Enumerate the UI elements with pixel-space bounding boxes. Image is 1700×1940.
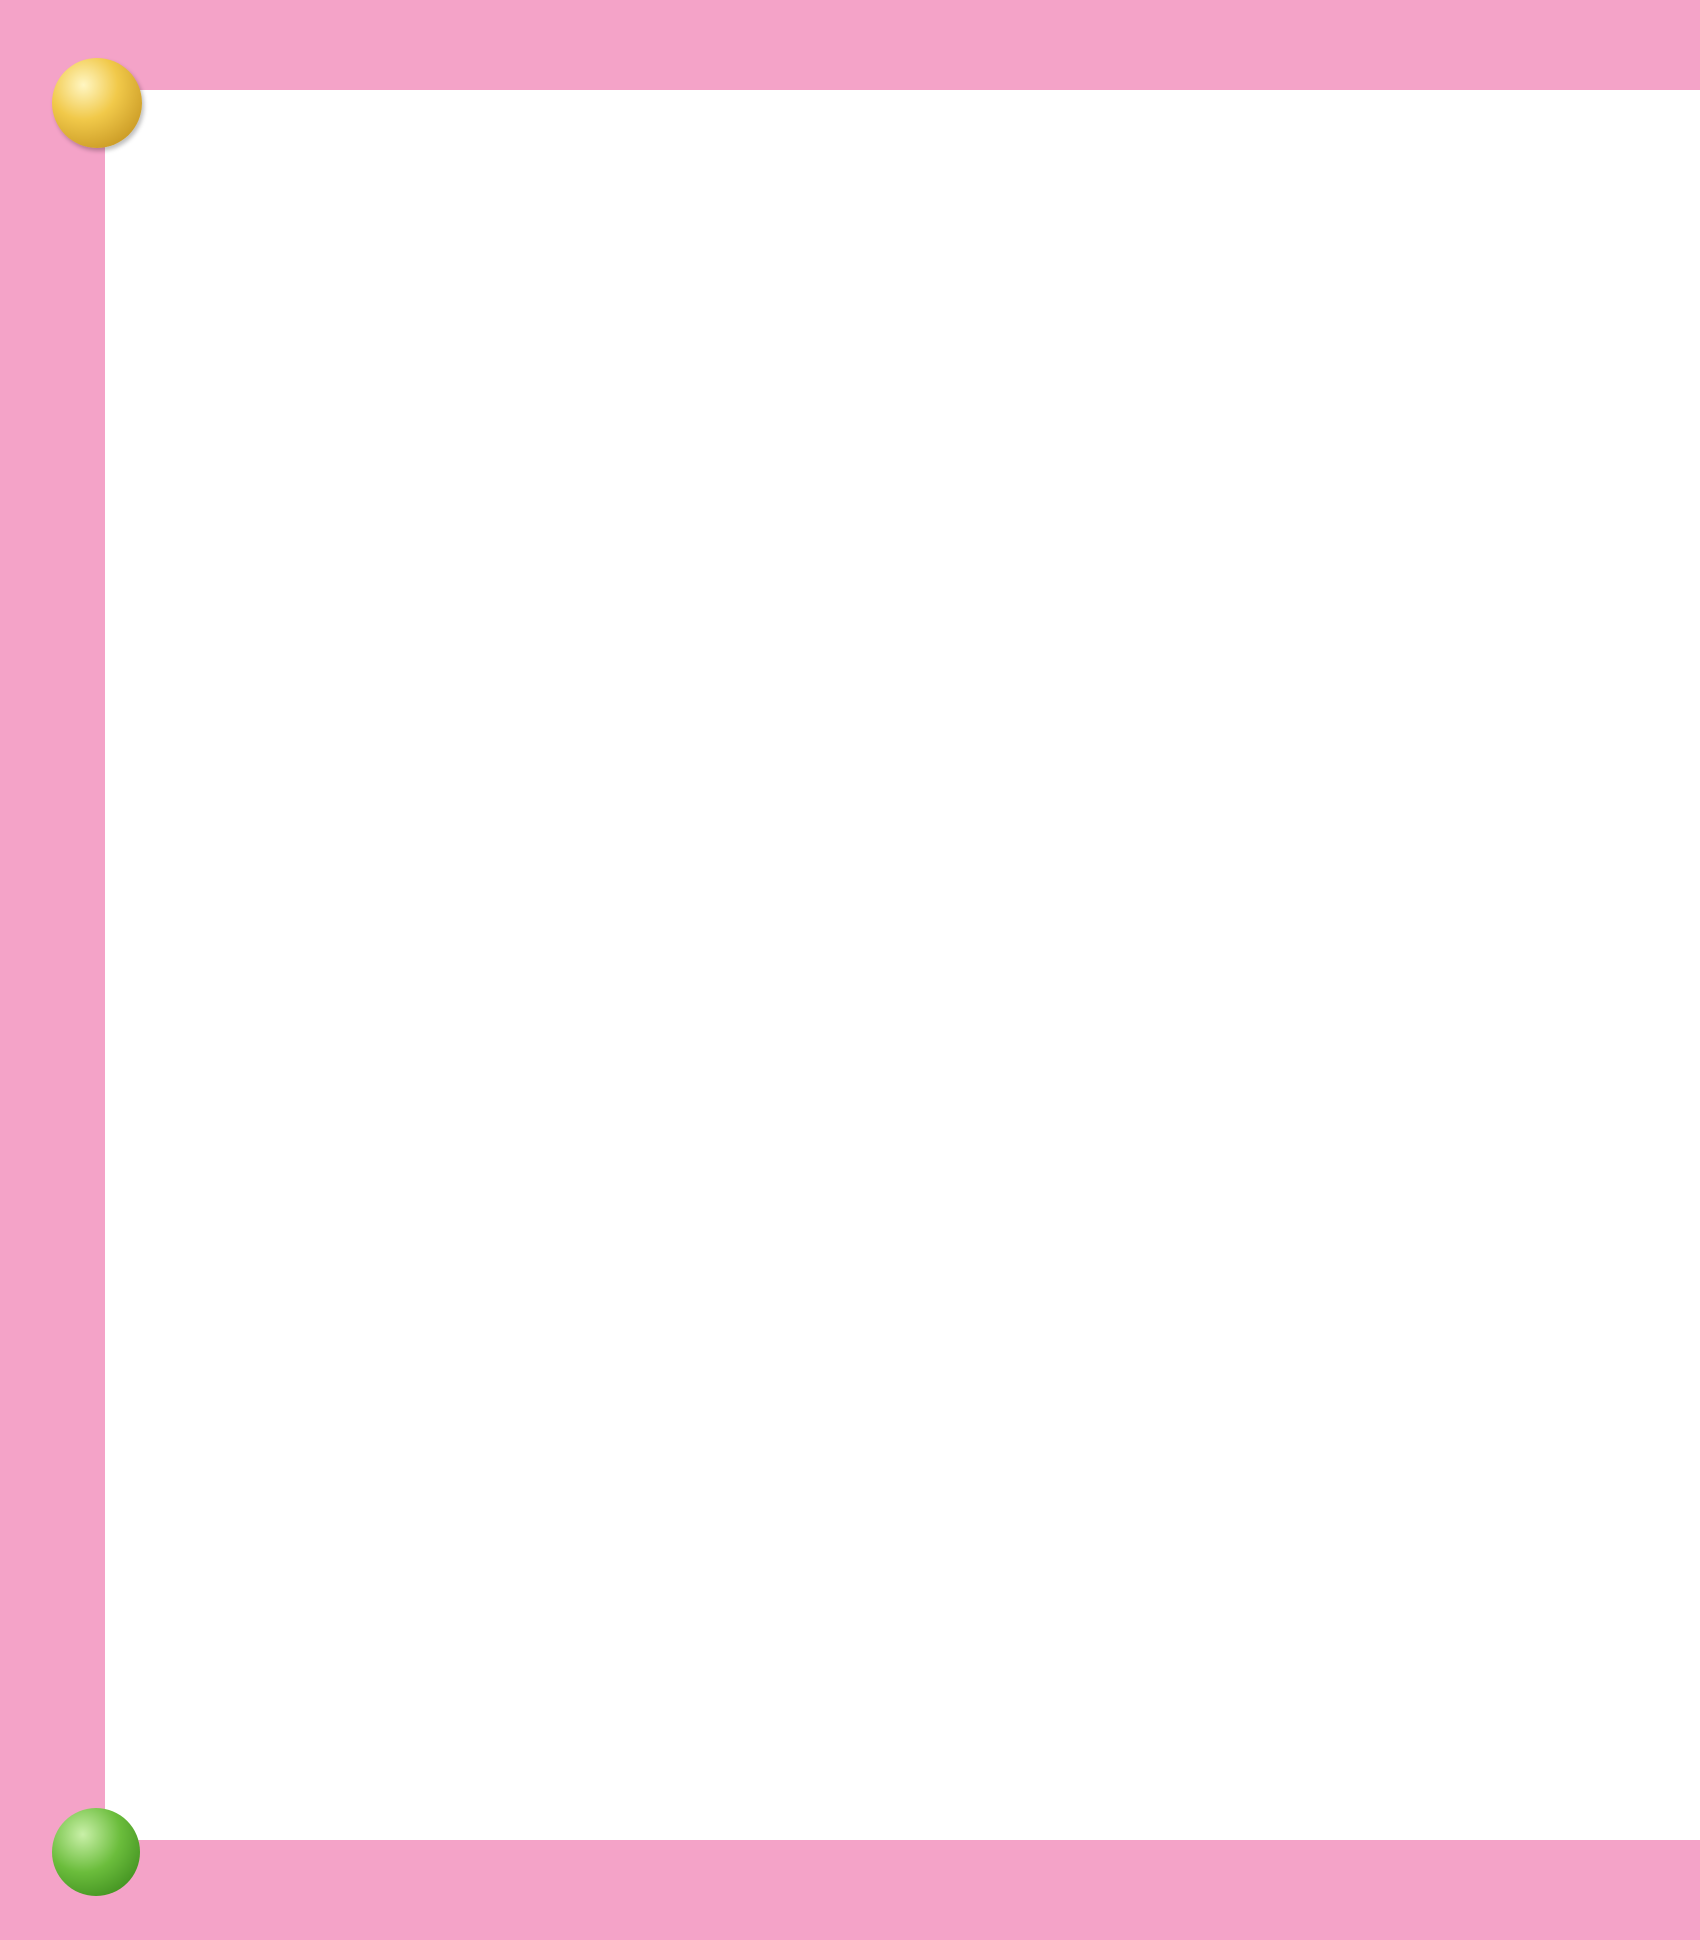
step2-paragraph (182, 916, 1542, 978)
gold-bead-icon (52, 58, 142, 148)
bead-rows-figure (390, 1150, 1340, 1610)
step1-paragraph (182, 792, 1542, 854)
page-number (52, 1808, 140, 1896)
intro-paragraph (182, 358, 1542, 420)
